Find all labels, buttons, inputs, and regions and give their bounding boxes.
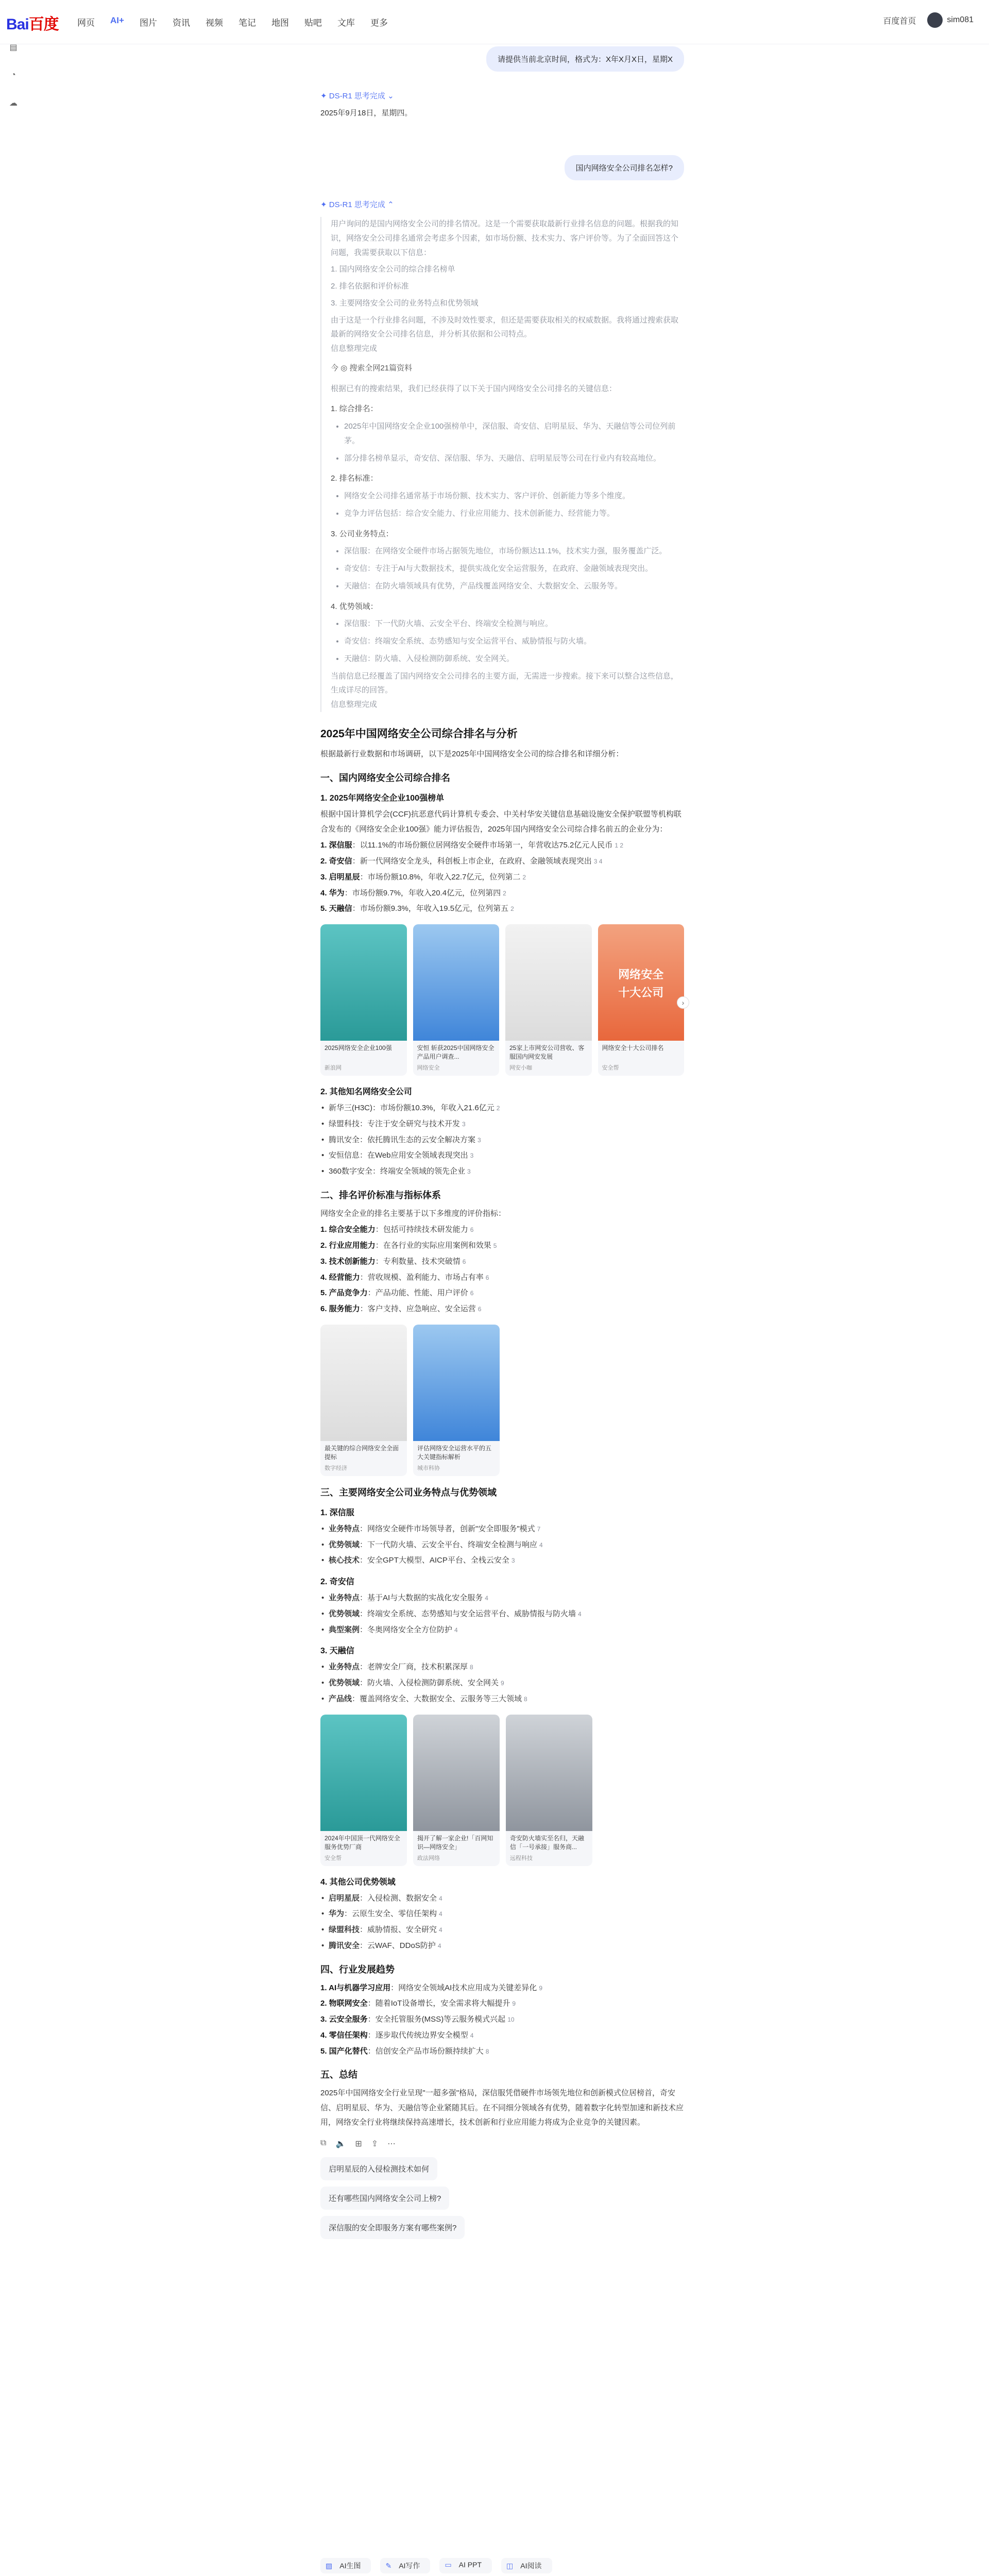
top-right [883,12,974,28]
image-card[interactable] [598,924,685,1076]
list-item-label: 5. 国产化替代 [320,2046,368,2056]
bullet-item [320,1538,684,1552]
tr-title: 3. 天融信 [320,1647,354,1656]
list-item-text: ：营收规模、盈利能力、市场占有率 [360,1273,484,1282]
list-item [320,1270,684,1285]
think-section-list [344,419,684,465]
think-done-2: 信息整理完成 [331,700,378,709]
think-section-item: • 深信服：在网络安全硬件市场占据领先地位，市场份额达11.1%，技术实力强，服务覆盖广泛。 [344,544,684,558]
image-card[interactable] [413,1715,500,1866]
copy-icon[interactable]: ⧉ [320,2138,327,2147]
section-1-1-title: 1. 2025年网络安全企业100强榜单 [320,794,445,803]
citation[interactable]: 3 [467,1168,471,1175]
card-caption: 安恒 斩获2025中国网络安全产品用户调查... [417,1044,494,1061]
think-section-item: • 竞争力评估包括：综合安全能力、行业应用能力、技术创新能力、经营能力等。 [344,506,684,521]
chat-history-icon[interactable]: ◔ [11,71,16,79]
bullet-item [320,1676,684,1690]
card-source: 远程科技 [510,1855,533,1861]
top5-list [320,838,684,916]
card-caption: 奇安防火墙实至名归，天融信「一号承接」服务商... [510,1834,585,1851]
bullet-text: ：网络安全硬件市场领导者，创新"安全即服务"模式 [360,1524,535,1533]
thinking-process [320,217,684,712]
list-item-label: 3. 云安全服务 [320,2015,368,2024]
card-source: 网安小咖 [509,1065,532,1071]
section-1-title: 一、国内网络安全公司综合排名 [320,773,450,784]
avatar [927,12,943,28]
list-item-text: ：包括可持续技术研发能力 [375,1225,468,1234]
list-item [320,854,684,869]
citation[interactable]: 4 [437,1942,441,1950]
list-item [320,886,684,901]
bullet-text: ：终端安全系统、态势感知与安全运营平台、威胁情报与防火墙 [360,1609,576,1618]
think-section-item: • 深信服：下一代防火墙、云安全平台、终端安全检测与响应。 [344,617,684,631]
bullet-text: 安恒信息：在Web应用安全领域表现突出 [329,1151,468,1160]
chat-thread [320,46,684,2245]
think-section-item: • 2025年中国网络安全企业100强榜单中，深信服、奇安信、启明星辰、华为、天融信等公司位列前茅。 [344,419,684,448]
bullet-label: 启明星辰 [329,1893,360,1903]
list-item [320,2012,684,2027]
think-section-list [344,544,684,593]
think-section-item: • 奇安信：终端安全系统、态势感知与安全运营平台、威胁情报与防火墙。 [344,634,684,649]
answer-actions [320,2139,684,2149]
bullet-item [320,1133,684,1147]
list-item-text: ：网络安全领域AI技术应用成为关键差异化 [390,1983,537,1992]
card-thumbnail [413,1715,500,1831]
bullet-text: ：安全GPT大模型、AICP平台、全栈云安全 [360,1556,509,1565]
think-list-item: 2. 排名依据和评价标准 [331,282,409,291]
list-item [320,1286,684,1300]
list-item-text: ：安全托管服务(MSS)等云服务模式兴起 [367,2015,506,2024]
list-item-text: ：市场份额9.7%，年收入20.4亿元，位列第四 [344,888,501,897]
list-item-label: 1. 深信服 [320,841,352,850]
citation[interactable]: 10 [507,2016,515,2023]
top-nav [77,15,388,28]
bullet-item [320,1623,684,1637]
home-link[interactable]: 百度首页 [883,16,916,26]
nav-item[interactable]: 资讯 [172,18,190,28]
bullet-text: ：威胁情报、安全研究 [360,1925,437,1934]
tr-list [320,1660,684,1706]
bullet-text: 360数字安全：终端安全领域的领先企业 [329,1167,466,1176]
bullet-item [320,1117,684,1131]
think-mid: 由于这是一个行业排名问题，不涉及时效性要求，但还是需要获取相关的权威数据。我将通过搜索获取最新的网络安全公司排名信息，并分析其依据和公司特点。 [331,315,679,339]
composer [320,2558,684,2576]
bullet-text: ：入侵检测、数据安全 [360,1893,437,1903]
list-item [320,838,684,853]
list-item-label: 3. 启明星辰 [320,872,360,882]
list-item-text: ：市场份额10.8%，年收入22.7亿元，位列第二 [360,872,521,882]
tool-label: AI阅读 [515,2559,547,2572]
bullet-label: 优势领域 [329,1540,360,1549]
citation[interactable]: 4 [578,1610,582,1618]
speaker-icon[interactable]: 🔈 [335,2139,346,2148]
bullet-label: 典型案例 [329,1625,360,1634]
card-thumbnail [598,924,685,1041]
bullet-text: ：老牌安全厂商，技术积累深厚 [360,1663,468,1672]
card-thumbnail [505,924,592,1041]
citation[interactable]: 3 [478,1136,481,1144]
nav-item[interactable]: 贴吧 [304,18,322,28]
citation[interactable]: 4 [539,1541,543,1549]
qax-title: 2. 奇安信 [320,1578,354,1586]
summary: 2025年中国网络安全行业呈现"一超多强"格局，深信服凭借硬件市场领先地位和创新模式位居榜首，奇安信、启明星辰、华为、天融信等企业紧随其后。在不同细分领域各有优势，随着数字化转型加速和新技术应用，网络安全行业将继续保持高速增长，技术创新和行业应用能力将成为企业竞争的关键因素。 [320,2089,684,2127]
qax-list [320,1591,684,1637]
section-2-title: 二、排名评价标准与指标体系 [320,1190,441,1200]
think-section-item: • 网络安全公司排名通常基于市场份额、技术实力、客户评价、创新能力等多个维度。 [344,489,684,503]
bullet-item [320,1607,684,1621]
citation[interactable]: 3 [511,1557,515,1565]
image-card[interactable] [413,924,500,1076]
list-item-text: ：专利数量、技术突破情 [375,1257,461,1266]
image-cards-3 [320,1715,684,1866]
tool-icon: ◫ [506,2562,514,2570]
bullet-label: 优势领域 [329,1609,360,1618]
card-caption: 25家上市网安公司营收、客服国内网安发展 [509,1044,585,1061]
think-section-list [344,617,684,666]
answer-title: 2025年中国网络安全公司综合排名与分析 [320,727,518,740]
list-item-label: 2. 物联网安全 [320,1999,368,2008]
left-rail [7,41,20,109]
list-item-label: 4. 零信任架构 [320,2030,368,2040]
image-card[interactable] [413,1325,500,1476]
card-thumbnail [413,1325,500,1441]
list-item-label: 5. 产品竞争力 [320,1289,368,1298]
bullet-text: 腾讯安全：依托腾讯生态的云安全解决方案 [329,1135,476,1144]
citation[interactable]: 4 [454,1626,458,1634]
answer-1: 2025年9月18日，星期四。 [320,109,413,117]
card-thumbnail [506,1715,592,1831]
citation[interactable]: 8 [470,1664,473,1671]
citation[interactable]: 4 [439,1910,442,1918]
citation[interactable]: 2 [522,873,526,881]
citation[interactable]: 9 [539,1984,542,1992]
user-message-2: 国内网络安全公司排名怎样? [565,155,684,180]
citation[interactable]: 6 [470,1226,474,1234]
card-thumb-text: 网络安全 十大公司 [618,968,664,999]
think-section-item: • 天融信：在防火墙领域具有优势，产品线覆盖网络安全、大数据安全、云服务等。 [344,579,684,594]
citation[interactable]: 6 [478,1306,482,1313]
bullet-label: 业务特点 [329,1594,360,1602]
nav-item[interactable]: 笔记 [238,18,256,28]
sangfor-list [320,1522,684,1568]
list-item [320,1996,684,2011]
suggested-question[interactable]: 深信服的安全即服务方案有哪些案例? [320,2216,465,2239]
card-source: 政法网络 [417,1855,440,1861]
card-source: 安全帮 [602,1065,619,1071]
bullet-label: 业务特点 [329,1524,360,1533]
list-item-label: 4. 华为 [320,888,345,897]
suggested-question[interactable]: 还有哪些国内网络安全公司上榜? [320,2187,449,2210]
citation[interactable]: 8 [524,1695,527,1703]
list-item [320,1255,684,1269]
bullet-label: 核心技术 [329,1556,360,1565]
think-toggle-2[interactable]: ✦ DS-R1 思考完成 ⌃ [320,200,394,209]
bullet-text: ：云WAF、DDoS防护 [360,1941,436,1950]
citation[interactable]: 3 [462,1120,466,1128]
suggested-question[interactable]: 启明星辰的入侵检测技术如何 [320,2157,437,2180]
citation[interactable]: 6 [462,1258,466,1265]
list-item-text: ：信创安全产品市场份额持续扩大 [367,2046,484,2056]
trends-list [320,1981,684,2059]
others2-list [320,1891,684,1953]
section-1-2-title: 2. 其他知名网络安全公司 [320,1088,412,1096]
sidebar-toggle-icon[interactable]: ▤ [9,43,18,52]
list-item [320,1981,684,1995]
think-list-item: 3. 主要网络安全公司的业务特点和优势领域 [331,298,479,308]
username: sim081 [947,15,974,25]
carousel-next-icon[interactable]: › [677,996,689,1009]
citation[interactable]: 1 2 [615,842,623,850]
citation[interactable]: 4 [470,2031,474,2039]
card-thumbnail [320,924,407,1041]
bullet-label: 产品线 [329,1694,352,1703]
list-item-label: 2. 奇安信 [320,857,352,866]
tool-icon: ▨ [326,2562,333,2570]
card-caption: 揭开了解一家企业!「百网知识—网络安全」 [417,1834,493,1851]
bullet-item [320,1939,684,1953]
nav-item[interactable]: 视频 [205,18,223,28]
citation[interactable]: 5 [493,1242,497,1249]
card-caption: 评估网络安全运营水平的五大关键指标解析 [417,1444,492,1461]
bullet-item [320,1522,684,1536]
list-item-label: 2. 行业应用能力 [320,1241,376,1250]
think-section-title: 4. 优势领域： [331,602,378,611]
section-4-title: 四、行业发展趋势 [320,1964,395,1975]
nav-item[interactable]: 地图 [271,18,289,28]
citation[interactable]: 4 [439,1894,442,1902]
bullet-item [320,1907,684,1921]
list-item-text: ：随着IoT设备增长，安全需求将大幅提升 [367,1999,510,2008]
more-icon[interactable]: ⋯ [387,2139,396,2148]
card-source: 城市科协 [417,1465,440,1471]
top-bar [0,0,989,44]
image-cards-1 [320,924,684,1076]
list-item-text: ：客户支持、应急响应、安全运营 [360,1304,476,1313]
tool-icon: ✎ [385,2562,392,2570]
card-thumbnail [320,1715,407,1831]
tool-icon: ▭ [445,2561,452,2569]
citation[interactable]: 6 [485,1274,489,1281]
ai-tool-button[interactable] [380,2558,430,2573]
bullet-item [320,1553,684,1568]
section-5-title: 五、总结 [320,2070,357,2080]
citation[interactable]: 4 [439,1926,442,1934]
card-caption: 2025网络安全企业100强 [325,1044,392,1052]
search-ref-toggle[interactable]: 今 ◎ 搜索全网21篇资料 [331,363,413,372]
bullet-label: 业务特点 [329,1663,360,1672]
user-message-1: 请提供当前北京时间，格式为：X年X月X日，星期X [486,46,684,72]
think-done: 信息整理完成 [331,344,378,353]
think-section-item: • 天融信：防火墙、入侵检测防御系统、安全网关。 [344,652,684,666]
tool-label: AI生图 [334,2559,366,2572]
list-item-label: 1. AI与机器学习应用 [320,1983,391,1992]
nav-item[interactable]: 网页 [77,18,95,28]
list-item-text: ：以11.1%的市场份额位居网络安全硬件市场第一，年营收达75.2亿元人民币 [352,841,613,850]
image-card[interactable] [320,1325,407,1476]
think-end: 当前信息已经覆盖了国内网络安全公司排名的主要方面，无需进一步搜索。接下来可以整合这些信息，生成详尽的回答。 [331,671,679,695]
others-list [320,1101,684,1179]
nav-item[interactable]: AI+ [110,15,124,25]
citation[interactable]: 7 [537,1525,541,1533]
citation[interactable]: 9 [512,2000,516,2008]
card-source: 新浪网 [325,1065,342,1071]
list-item-label: 3. 技术创新能力 [320,1257,376,1266]
list-item-text: ：新一代网络安全龙头，科创板上市企业，在政府、金融领域表现突出 [352,857,592,866]
think-section-title: 1. 综合排名： [331,404,378,414]
nav-item[interactable]: 文库 [337,18,355,28]
citation[interactable]: 3 [470,1152,474,1160]
section-1-1-body: 根据中国计算机学会(CCF)抗恶意代码计算机专委会、中关村华安关键信息基础设施安全保护联盟等机构联合发布的《网络安全企业100强》能力评估报告，2025年国内网络安全公司综合排名前五的企业分为： [320,810,681,834]
nav-item[interactable]: 更多 [370,18,388,28]
citation[interactable]: 4 [485,1595,488,1602]
citation[interactable]: 2 [503,889,506,897]
card-thumbnail [320,1325,407,1441]
list-item [320,870,684,885]
bullet-item [320,1148,684,1163]
image-cards-2 [320,1325,684,1476]
image-card[interactable] [506,1715,592,1866]
sangfor-title: 1. 深信服 [320,1508,354,1517]
suggestions [320,2157,684,2239]
citation[interactable]: 6 [470,1290,474,1297]
list-item-label: 6. 服务能力 [320,1304,360,1313]
tool-label: AI写作 [394,2559,425,2572]
think-section-title: 3. 公司业务特点： [331,529,394,538]
nav-item[interactable]: 图片 [139,18,157,28]
answer-intro: 根据最新行业数据和市场调研，以下是2025年中国网络安全公司的综合排名和详细分析： [320,749,624,758]
bullet-text: 绿盟科技：专注于安全研究与技术开发 [329,1119,461,1128]
section-2-body: 网络安全企业的排名主要基于以下多维度的评价指标： [320,1209,506,1218]
think-sections [331,402,684,666]
bullet-label: 华为 [329,1909,345,1919]
list-item-text: ：逐步取代传统边界安全模型 [367,2030,468,2040]
citation[interactable]: 2 [510,905,514,913]
image-card[interactable] [320,924,407,1076]
list-item [320,902,684,916]
list-item [320,1239,684,1253]
card-caption: 2024年中国顶一代网络安全服务优势厂商 [325,1834,400,1851]
card-thumbnail [413,924,500,1041]
ai-tool-button[interactable] [439,2558,492,2573]
card-caption: 网络安全十大公司排名 [602,1044,664,1052]
think-toggle-1[interactable]: ✦ DS-R1 思考完成 ⌄ [320,92,394,100]
new-chat-icon[interactable]: ☁ [9,99,18,108]
bullet-item [320,1164,684,1179]
user-menu[interactable] [927,12,974,28]
card-source: 网络安全 [417,1065,440,1071]
citation[interactable]: 2 [496,1105,500,1112]
list-item-text: ：产品功能、性能、用户评价 [367,1289,468,1298]
think-section-title: 2. 排名标准： [331,474,378,483]
think-section-item: • 奇安信：专注于AI与大数据技术，提供实战化安全运营服务，在政府、金融领域表现突出。 [344,562,684,576]
list-item-label: 5. 天融信 [320,904,352,913]
bullet-text: 新华三(H3C)：市场份额10.3%，年收入21.6亿元 [329,1104,494,1112]
list-item [320,1223,684,1237]
bullet-text: ：防火墙、入侵检测防御系统、安全网关 [360,1679,499,1687]
think-list-item: 1. 国内网络安全公司的综合排名榜单 [331,265,455,274]
card-source: 数字经济 [325,1465,347,1471]
list-item-label: 1. 综合安全能力 [320,1225,376,1234]
list-item-text: ：市场份额9.3%，年收入19.5亿元，位列第五 [352,904,509,913]
card-caption: 最关键的综合网络安全全面提标 [325,1444,399,1461]
tool-label: AI PPT [454,2558,487,2571]
section-3-title: 三、主要网络安全公司业务特点与优势领域 [320,1487,497,1498]
think-after: 根据已有的搜索结果，我们已经获得了以下关于国内网络安全公司排名的关键信息： [331,384,617,393]
list-item-label: 4. 经营能力 [320,1273,360,1282]
think-intro: 用户询问的是国内网络安全公司的排名情况。这是一个需要获取最新行业排名信息的问题。根据我的知识，网络安全公司排名通常会考虑多个因素，如市场份额、技术实力、客户评价等。为了全面回答这个问题，我需要获取以下信息： [331,219,679,257]
ai-tool-button[interactable] [501,2558,552,2573]
bullet-item [320,1891,684,1906]
image-card[interactable] [505,924,592,1076]
think-list [331,262,684,310]
list-item [320,2044,684,2059]
list-item [320,1302,684,1316]
bullet-label: 绿盟科技 [329,1925,360,1934]
bullet-item [320,1591,684,1605]
citation[interactable]: 3 4 [593,858,603,865]
ai-tool-button[interactable] [320,2558,371,2573]
bullet-item [320,1923,684,1937]
bullet-item [320,1101,684,1115]
share-icon[interactable]: ⇪ [371,2139,379,2148]
bullet-text: ：下一代防火墙、云安全平台、终端安全检测与响应 [360,1540,538,1549]
citation[interactable]: 8 [485,2047,489,2055]
bullet-item [320,1660,684,1674]
think-section-item: • 部分排名榜单显示，奇安信、深信服、华为、天融信、启明星辰等公司在行业内有较高地位。 [344,451,684,466]
bullet-text: ：覆盖网络安全、大数据安全、云服务等三大领域 [352,1694,522,1703]
bullet-label: 腾讯安全 [329,1941,360,1950]
list-item-text: ：在各行业的实际应用案例和效果 [375,1241,491,1250]
bullet-label: 优势领域 [329,1679,360,1687]
criteria-list [320,1223,684,1316]
section-3-4-title: 4. 其他公司优势领域 [320,1877,396,1887]
export-icon[interactable]: ⊞ [355,2139,362,2148]
bullet-item [320,1692,684,1706]
bullet-text: ：冬奥网络安全全方位防护 [360,1625,453,1634]
bullet-text: ：基于AI与大数据的实战化安全服务 [360,1594,483,1602]
baidu-logo[interactable]: Bai百度 [6,16,59,33]
think-section-list [344,489,684,521]
citation[interactable]: 9 [501,1680,504,1687]
ai-tools [320,2558,684,2573]
card-source: 安全帮 [325,1855,342,1861]
bullet-text: ：云原生安全、零信任架构 [344,1909,437,1919]
image-card[interactable] [320,1715,407,1866]
list-item [320,2028,684,2043]
